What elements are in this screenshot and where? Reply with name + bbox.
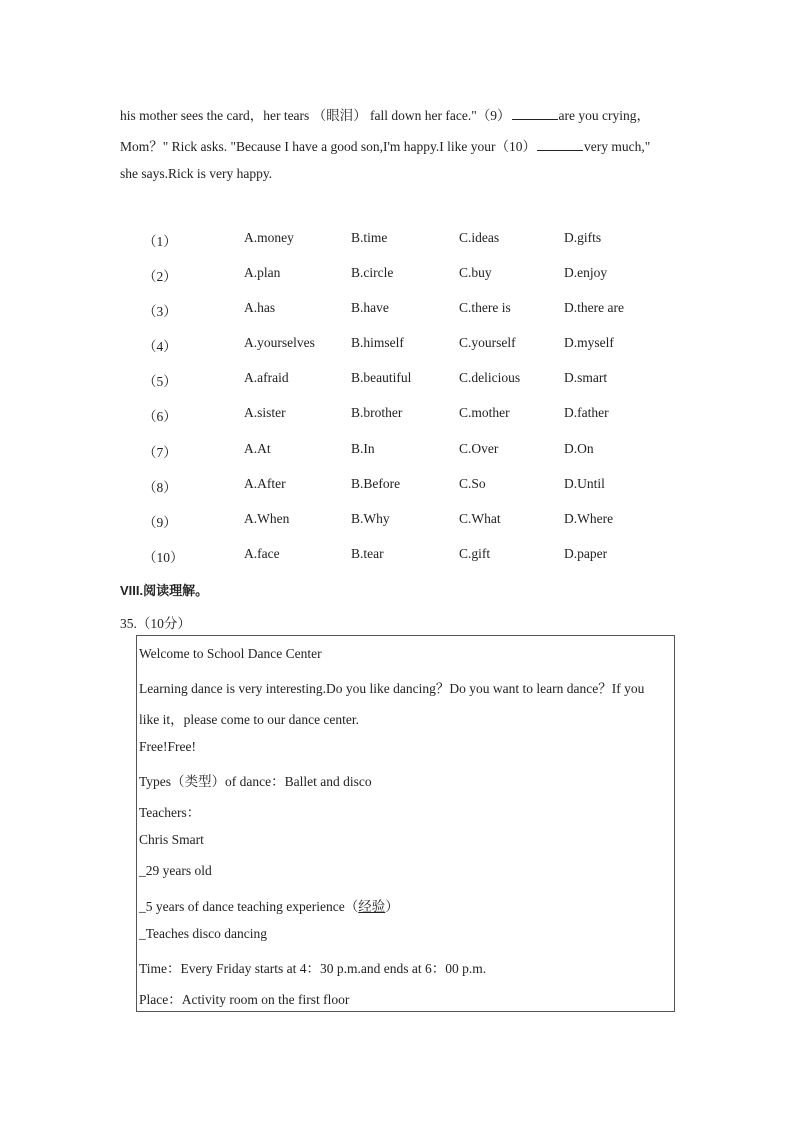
option-c: C.ideas (459, 230, 500, 245)
option-d: D.gifts (564, 230, 602, 245)
option-a: A.afraid (244, 370, 289, 385)
box-line-experience (139, 895, 399, 915)
option-b: B.have (351, 300, 389, 315)
question-number: （8） (143, 480, 177, 495)
chinese-gloss: 经验 (358, 899, 386, 914)
reading-passage-box (136, 635, 675, 1012)
question-number: （6） (143, 409, 177, 424)
question-number: （2） (143, 269, 177, 284)
option-d: D.there are (564, 300, 624, 315)
option-row (0, 546, 794, 566)
passage-text: very much," (584, 139, 651, 154)
option-c: C.So (459, 476, 486, 491)
option-a: A.has (244, 300, 276, 315)
option-d: D.enjoy (564, 265, 608, 280)
passage-line-1 (120, 104, 650, 124)
option-c: C.there is (459, 300, 511, 315)
option-a: A.When (244, 511, 290, 526)
box-text: Types（ (139, 774, 185, 789)
option-b: B.Why (351, 511, 390, 526)
option-row (0, 405, 794, 425)
box-line: _Teaches disco dancing (139, 926, 268, 941)
option-d: D.paper (564, 546, 608, 561)
question-number: （4） (143, 339, 177, 354)
option-d: D.Where (564, 511, 614, 526)
option-a: A.money (244, 230, 294, 245)
question-number-35: 35.（10分） (120, 616, 191, 631)
box-line: like it，please come to our dance center. (139, 712, 360, 727)
option-b: B.Before (351, 476, 401, 491)
question-number: （7） (143, 445, 177, 460)
option-b: B.beautiful (351, 370, 412, 385)
option-a: A.After (244, 476, 286, 491)
chinese-gloss: 类型 (184, 774, 212, 789)
option-a: A.sister (244, 405, 286, 420)
option-b: B.tear (351, 546, 384, 561)
option-a: A.plan (244, 265, 281, 280)
option-row (0, 300, 794, 320)
blank-9 (512, 118, 558, 120)
blank-10 (537, 149, 583, 151)
option-d: D.Until (564, 476, 605, 491)
option-b: B.brother (351, 405, 403, 420)
question-number: （1） (143, 234, 177, 249)
question-number: （3） (143, 304, 177, 319)
option-row (0, 476, 794, 496)
option-a: A.yourselves (244, 335, 315, 350)
box-text: _5 years of dance teaching experience（ (139, 899, 359, 914)
option-row (0, 230, 794, 250)
box-line-time: Time：Every Friday starts at 4：30 p.m.and ends at 6：00 p.m. (139, 961, 487, 976)
box-line-types (139, 770, 372, 790)
option-c: C.What (459, 511, 501, 526)
option-b: B.himself (351, 335, 404, 350)
box-heading: Welcome to School Dance Center (139, 646, 322, 661)
option-row (0, 335, 794, 355)
passage-text: Mom？" Rick asks. "Because I have a good son,I'm happy.I like your（10） (120, 139, 537, 154)
teacher-name: Chris Smart (139, 832, 204, 847)
box-text: ） (385, 899, 399, 914)
option-d: D.On (564, 441, 594, 456)
option-c: C.buy (459, 265, 492, 280)
box-line: Teachers： (139, 805, 201, 820)
passage-line-3: she says.Rick is very happy. (120, 166, 273, 181)
option-row (0, 265, 794, 285)
option-b: B.In (351, 441, 375, 456)
question-number: （5） (143, 374, 177, 389)
box-line: Free!Free! (139, 739, 196, 754)
option-row (0, 370, 794, 390)
box-line-place: Place：Activity room on the first floor (139, 992, 350, 1007)
passage-text: are you crying， (558, 108, 650, 123)
option-b: B.time (351, 230, 388, 245)
question-number: （9） (143, 515, 177, 530)
option-c: C.yourself (459, 335, 516, 350)
passage-line-2 (120, 135, 650, 155)
option-c: C.Over (459, 441, 499, 456)
passage-text: his mother sees the card，her tears （ (120, 108, 327, 123)
option-b: B.circle (351, 265, 394, 280)
box-line: _29 years old (139, 863, 212, 878)
option-c: C.mother (459, 405, 510, 420)
option-d: D.myself (564, 335, 614, 350)
box-line: Learning dance is very interesting.Do you like dancing？Do you want to learn dance？If you (139, 681, 645, 696)
section-title: VIII.阅读理解。 (120, 583, 209, 598)
option-a: A.At (244, 441, 271, 456)
option-d: D.smart (564, 370, 608, 385)
box-text: ）of dance：Ballet and disco (211, 774, 372, 789)
option-row (0, 441, 794, 461)
passage-chinese-gloss: 眼泪 (326, 108, 354, 123)
question-number: （10） (143, 550, 184, 565)
option-c: C.delicious (459, 370, 521, 385)
option-a: A.face (244, 546, 280, 561)
option-row (0, 511, 794, 531)
option-c: C.gift (459, 546, 491, 561)
passage-text: ） fall down her face."（9） (353, 108, 511, 123)
option-d: D.father (564, 405, 609, 420)
